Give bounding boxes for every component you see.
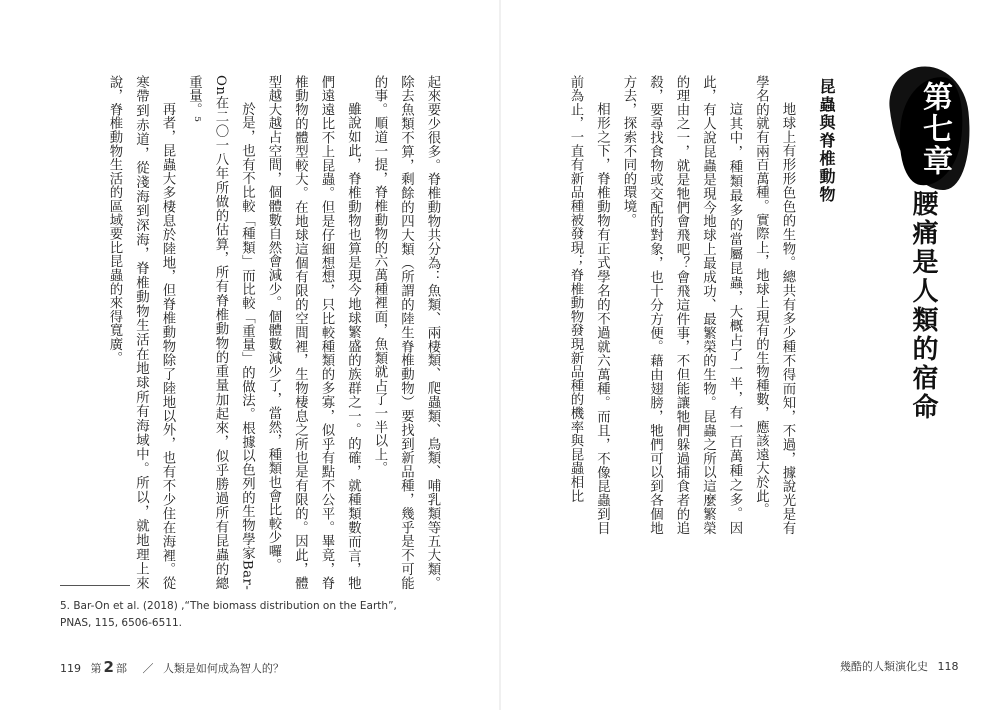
page-number: 118	[937, 660, 959, 673]
paragraph: 再者，昆蟲大多棲息於陸地，但脊椎動物除了陸地以外，也有不少住在海裡。從寒帶到赤道，從淺海到深海，脊椎動物生活在地球所有海域中。所以，就地理上來說，脊椎動物生活的區域要比昆蟲的來得寬廣。	[107, 75, 175, 590]
footnote-rule	[60, 585, 130, 586]
left-page-body	[107, 75, 445, 590]
book-title: 幾酷的人類演化史	[840, 660, 928, 673]
page-number: 119	[60, 662, 81, 675]
part-title: 人類是如何成為智人的？	[162, 662, 284, 675]
footnote: 5. Bar-On et al. (2018) ,“The biomass distribution on the Earth”, PNAS, 115, 6506-6511.	[60, 600, 397, 629]
right-page-body	[555, 75, 800, 535]
part-suffix: 部	[115, 662, 127, 675]
part-prefix: 第	[90, 662, 102, 675]
section-title: 昆蟲與脊椎動物	[817, 78, 836, 204]
paragraph: 於是，也有不比較「種類」而比較「重量」的做法。根據以色列的生物學家Bar-On在二〇一八年所做的估算，所有脊椎動物的重量加起來，似乎勝過所有昆蟲的總重量。⁵	[186, 75, 255, 590]
paragraph: 地球上有形形色色的生物。總共有多少種不得而知，不過，據說光是有學名的就有兩百萬種。實際上，地球上現有的生物種數，應該遠大於此。	[753, 75, 795, 535]
part-label	[90, 658, 133, 676]
part-number: 2	[103, 658, 114, 676]
paragraph: 雖說如此，脊椎動物也算是現今地球繁盛的族群之一。的確，就種類數而言，牠們遠遠比不上昆蟲。但是仔細想想，只比較種類的多寡，似乎有點不公平。畢竟，脊椎動物的體型較大。在地球這個有限的空間裡，生物棲息之所也是有限的。因此，體型越大越占空間，個體數自然會減少。個體數減少了，當然，種類也會比較少囉。	[266, 75, 361, 590]
separator: ／	[142, 662, 154, 675]
chapter-title: 腰痛是人類的宿命	[908, 190, 938, 422]
right-footer	[840, 658, 965, 674]
left-footer	[60, 658, 290, 676]
paragraph: 相形之下，脊椎動物有正式學名的不過就六萬種。而且，不像昆蟲到目前為止，一直有新品種被發現；脊椎動物發現新品種的機率與昆蟲相比	[568, 75, 610, 535]
paragraph: 起來要少很多。脊椎動物共分為：魚類、兩棲類、爬蟲類、鳥類、哺乳類等五大類。除去魚類不算，剩餘的四大類（所謂的陸生脊椎動物）要找到新品種，幾乎是不可能的事。順道一提，脊椎動物的六萬種裡面，魚類就占了一半以上。	[372, 75, 440, 590]
paragraph: 這其中，種類最多的當屬昆蟲，大概占了一半，有一百萬種之多。因此，有人說昆蟲是現今地球上最成功、最繁榮的生物。昆蟲之所以這麼繁榮的理由之一，就是牠們會飛吧？會飛這件事，不但能讓牠們躲過捕食者的追殺，要尋找食物或交配的對象，也十分方便。藉由翅膀，牠們可以到各個地方去，探索不同的環境。	[621, 75, 742, 535]
chapter-label: 第七章	[917, 81, 952, 177]
